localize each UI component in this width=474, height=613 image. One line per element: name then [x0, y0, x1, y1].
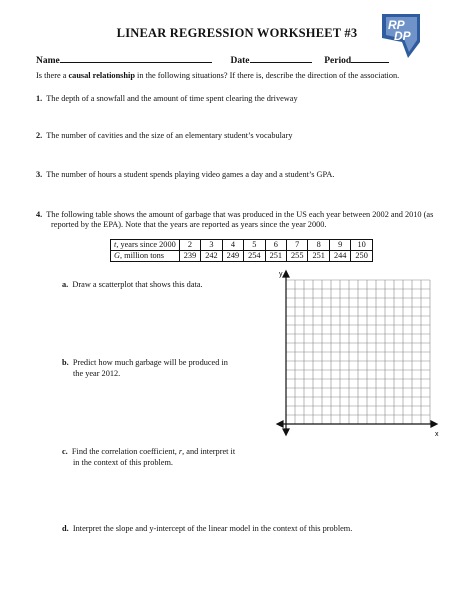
- question-1: 1. The depth of a snowfall and the amount of time spent clearing the driveway: [36, 94, 298, 103]
- name-date-period-row: [36, 53, 389, 66]
- blank-coordinate-grid[interactable]: [272, 268, 444, 440]
- table-header-g: G, million tons: [111, 251, 180, 262]
- table-header-t: t, years since 2000: [111, 240, 180, 251]
- intro-bold: causal relationship: [68, 71, 135, 80]
- question-4: 4. The following table shows the amount of garbage that was produced in the US each year between 2002 and 2010 (as: [36, 210, 434, 219]
- name-label: Name: [36, 56, 60, 66]
- table-cell: 254: [244, 251, 265, 262]
- table-cell: 4: [222, 240, 243, 251]
- svg-text:RP: RP: [388, 18, 405, 32]
- y-axis-label: y: [279, 271, 283, 278]
- part-c: c. Find the correlation coefficient, r, and interpret it in the context of this problem.: [62, 447, 236, 467]
- table-cell: 5: [244, 240, 265, 251]
- x-axis-label: x: [435, 431, 439, 438]
- date-label: Date: [230, 56, 250, 66]
- table-row-g: [111, 251, 373, 262]
- worksheet-title: LINEAR REGRESSION WORKSHEET #3: [116, 26, 358, 40]
- part-a: a. Draw a scatterplot that shows this data.: [62, 280, 203, 289]
- table-cell: 250: [351, 251, 372, 262]
- x-axis-arrow-left: [277, 421, 283, 427]
- table-cell: 244: [329, 251, 350, 262]
- table-cell: 8: [308, 240, 329, 251]
- intro-text: Is there a causal relationship in the following situations? If there is, describe the direction of the association.: [36, 71, 400, 80]
- question-2: 2. The number of cavities and the size of an elementary student’s vocabulary: [36, 131, 293, 140]
- table-cell: 10: [351, 240, 372, 251]
- table-cell: 239: [179, 251, 200, 262]
- question-3: 3. The number of hours a student spends playing video games a day and a student’s GPA.: [36, 170, 335, 179]
- name-blank[interactable]: [60, 53, 212, 63]
- table-cell: 6: [265, 240, 286, 251]
- date-blank[interactable]: [250, 53, 312, 63]
- table-cell: 251: [308, 251, 329, 262]
- table-cell: 249: [222, 251, 243, 262]
- y-axis-arrow-down: [283, 429, 289, 435]
- period-label: Period: [324, 56, 352, 66]
- table-cell: 3: [201, 240, 222, 251]
- garbage-data-table: [110, 239, 373, 262]
- table-cell: 7: [287, 240, 308, 251]
- part-d: d. Interpret the slope and y-intercept of the linear model in the context of this problem.: [62, 524, 353, 533]
- svg-text:DP: DP: [394, 29, 411, 43]
- table-cell: 251: [265, 251, 286, 262]
- x-axis-arrow-right: [431, 421, 437, 427]
- period-blank[interactable]: [351, 53, 389, 63]
- table-cell: 9: [329, 240, 350, 251]
- table-cell: 242: [201, 251, 222, 262]
- table-cell: 2: [179, 240, 200, 251]
- table-row-t: [111, 240, 373, 251]
- y-axis-arrow-up: [283, 271, 289, 277]
- part-b: b. Predict how much garbage will be produced in the year 2012.: [62, 358, 228, 378]
- table-cell: 255: [287, 251, 308, 262]
- question-4-line2: reported by the EPA). Note that the years are reported as years since the year 2000.: [51, 220, 327, 229]
